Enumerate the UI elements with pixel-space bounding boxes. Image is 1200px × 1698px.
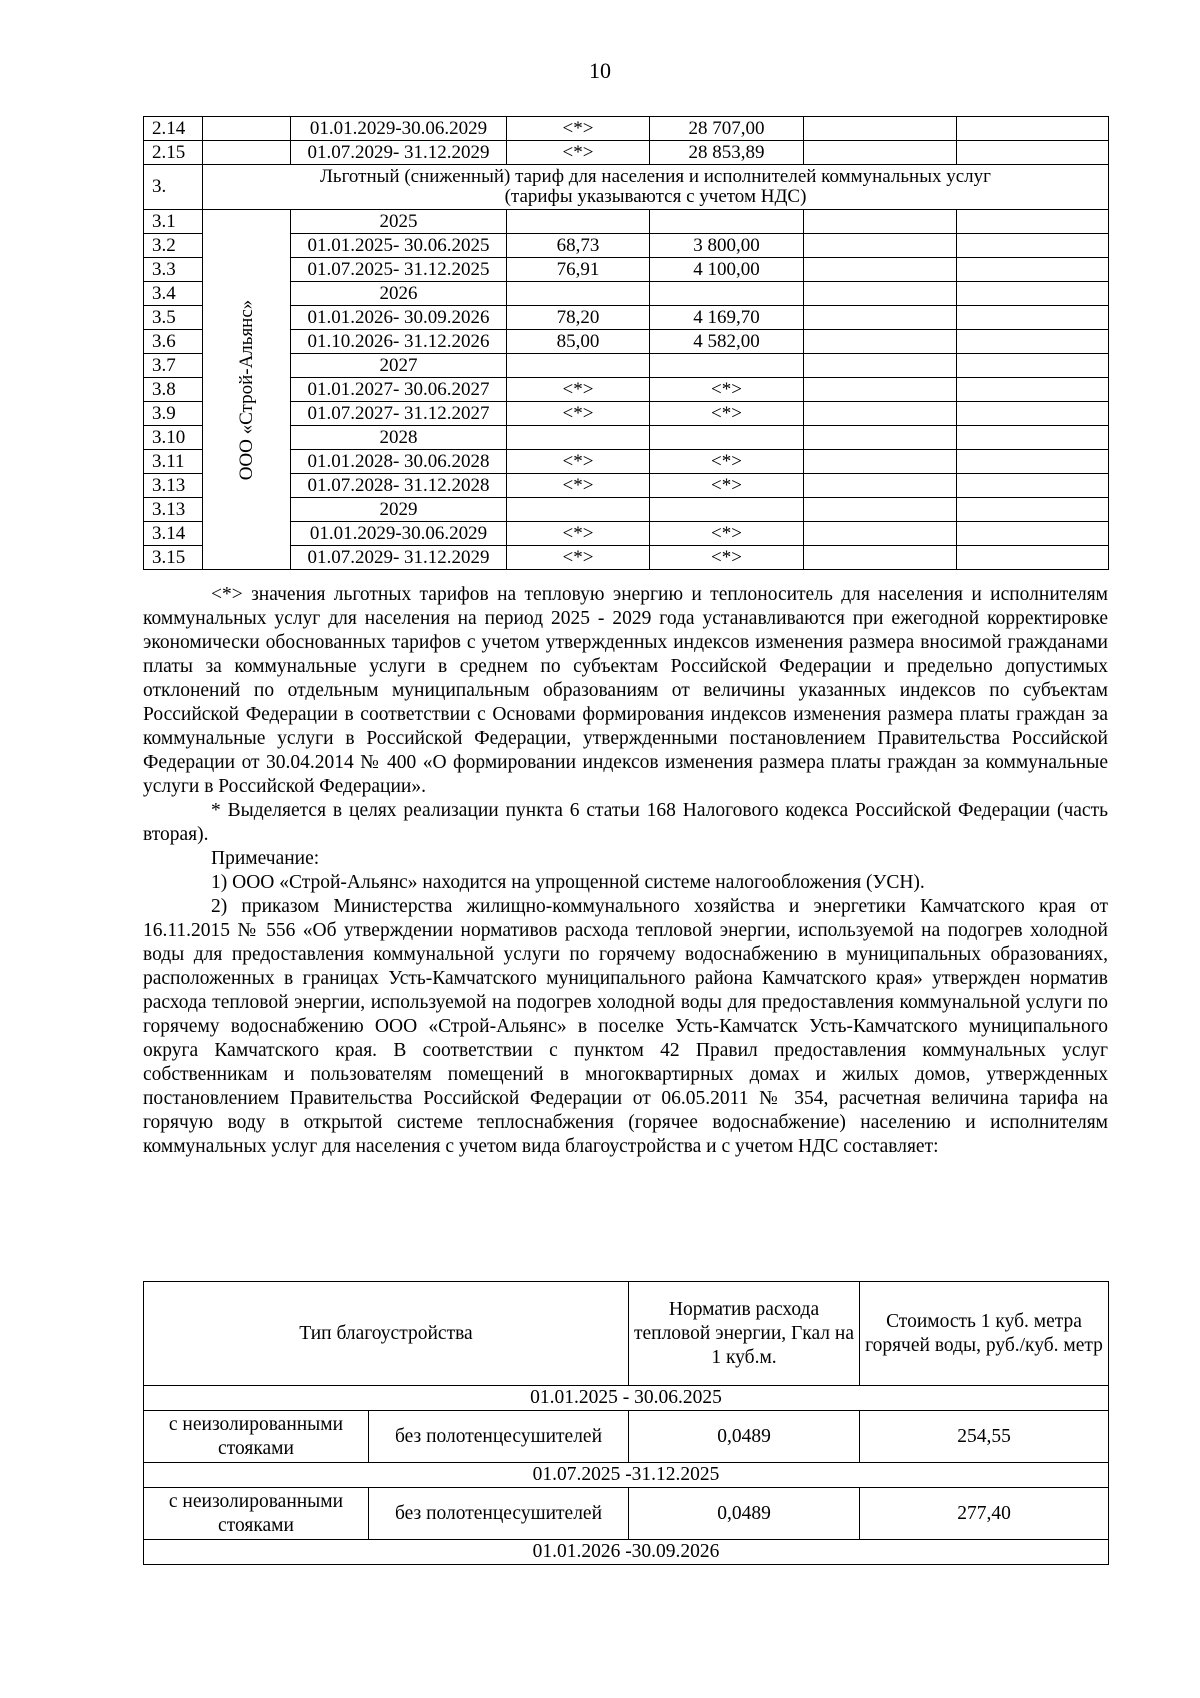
period-row — [144, 1463, 1109, 1488]
note-heading: Примечание: — [211, 848, 320, 869]
empty-cell — [804, 450, 957, 474]
empty-cell — [957, 330, 1109, 354]
value-1: <*> — [507, 402, 650, 426]
row-number: 3.1 — [144, 210, 203, 234]
value-2 — [650, 354, 804, 378]
norm-table-header — [144, 1282, 1109, 1386]
table-row — [144, 1488, 1109, 1540]
page-number: 10 — [589, 58, 611, 83]
empty-cell — [804, 330, 957, 354]
empty-cell — [804, 354, 957, 378]
note-item-2: 2) приказом Министерства жилищно-коммунального хозяйства и энергетики Камчатского края от 16.11.2015 № 556 «Об утверждении нормативов расхода тепловой энергии, используемой на подогрев холодной воды для предоставления коммунальной услуги по горячему водоснабжению в муниципальных образованиях, расположенных в границах Усть-Камчатского муниципального района Камчатского края» утвержден норматив расхода тепловой энергии, используемой на подогрев холодной воды для предоставления коммунальной услуги по горячему водоснабжению ООО «Строй-Альянс» в поселке Усть-Камчатск Усть-Камчатского муниципального округа Камчатского края. В соответствии с пунктом 42 Правил предоставления коммунальных услуг собственникам и пользователям помещений в многоквартирных домах и жилых домов, утвержденных постановлением Правительства Российской Федерации от 06.05.2011 № 354, расчетная величина тарифа на горячую воду в открытой системе теплоснабжения (горячее водоснабжение) населению и исполнителям коммунальных услуг для населения с учетом вида благоустройства и с учетом НДС составляет: — [143, 896, 1108, 1157]
empty-cell — [804, 402, 957, 426]
section-title-line-1: Льготный (сниженный) тариф для населения и исполнителей коммунальных услуг — [320, 166, 991, 187]
period-label: 01.07.2025 -31.12.2025 — [144, 1463, 1109, 1488]
empty-cell — [957, 450, 1109, 474]
value-1: <*> — [507, 546, 650, 570]
value-2: <*> — [650, 522, 804, 546]
empty-cell — [804, 258, 957, 282]
norm-table — [143, 1281, 1109, 1565]
empty-cell — [957, 378, 1109, 402]
section-row — [144, 165, 1109, 210]
empty-cell — [804, 306, 957, 330]
norm-value: 0,0489 — [629, 1411, 860, 1463]
cost-value: 277,40 — [860, 1488, 1109, 1540]
row-number: 3.15 — [144, 546, 203, 570]
empty-cell — [804, 522, 957, 546]
section-number: 3. — [144, 165, 203, 210]
value-1 — [507, 498, 650, 522]
period-cell: 01.07.2027- 31.12.2027 — [291, 402, 507, 426]
value-2: <*> — [650, 546, 804, 570]
empty-cell — [804, 210, 957, 234]
empty-cell — [957, 522, 1109, 546]
value-2 — [650, 210, 804, 234]
value-1: <*> — [507, 450, 650, 474]
period-cell: 01.01.2026- 30.09.2026 — [291, 306, 507, 330]
table-row — [144, 210, 1109, 234]
riser-type: с неизолированными стояками — [144, 1488, 369, 1540]
empty-cell — [804, 378, 957, 402]
value-1 — [507, 354, 650, 378]
empty-cell — [957, 546, 1109, 570]
empty-cell — [203, 117, 291, 141]
value-2: 4 169,70 — [650, 306, 804, 330]
empty-cell — [957, 117, 1109, 141]
period-cell: 01.07.2028- 31.12.2028 — [291, 474, 507, 498]
value-1 — [507, 210, 650, 234]
row-number: 3.8 — [144, 378, 203, 402]
value-2: 28 853,89 — [650, 141, 804, 165]
period-cell: 2029 — [291, 498, 507, 522]
value-1 — [507, 426, 650, 450]
period-cell: 2026 — [291, 282, 507, 306]
value-2: 4 582,00 — [650, 330, 804, 354]
empty-cell — [957, 498, 1109, 522]
value-1: 68,73 — [507, 234, 650, 258]
empty-cell — [804, 141, 957, 165]
section-title — [203, 165, 1109, 210]
period-cell: 01.01.2029-30.06.2029 — [291, 117, 507, 141]
empty-cell — [957, 426, 1109, 450]
riser-type: с неизолированными стояками — [144, 1411, 369, 1463]
period-cell: 01.07.2025- 31.12.2025 — [291, 258, 507, 282]
period-label: 01.01.2026 -30.09.2026 — [144, 1540, 1109, 1565]
value-1: <*> — [507, 474, 650, 498]
value-1: 78,20 — [507, 306, 650, 330]
value-1: <*> — [507, 522, 650, 546]
period-cell: 01.01.2027- 30.06.2027 — [291, 378, 507, 402]
row-number: 3.13 — [144, 474, 203, 498]
period-cell: 2025 — [291, 210, 507, 234]
table-row — [144, 1411, 1109, 1463]
value-2 — [650, 498, 804, 522]
tariff-notes — [143, 583, 1108, 1159]
period-row — [144, 1386, 1109, 1411]
period-cell: 2027 — [291, 354, 507, 378]
empty-cell — [804, 234, 957, 258]
empty-cell — [804, 282, 957, 306]
note-asterisk: * Выделяется в целях реализации пункта 6 статьи 168 Налогового кодекса Российской Федерации (часть вторая). — [143, 800, 1108, 845]
value-2: <*> — [650, 474, 804, 498]
value-2: <*> — [650, 450, 804, 474]
row-number: 3.14 — [144, 522, 203, 546]
value-1: 76,91 — [507, 258, 650, 282]
row-number: 3.5 — [144, 306, 203, 330]
row-number: 2.14 — [144, 117, 203, 141]
table-row — [144, 141, 1109, 165]
period-cell: 01.07.2029- 31.12.2029 — [291, 141, 507, 165]
empty-cell — [957, 306, 1109, 330]
section-title-line-2: (тарифы указываются с учетом НДС) — [504, 186, 807, 207]
towel-dryer-type: без полотенцесушителей — [369, 1488, 629, 1540]
empty-cell — [804, 546, 957, 570]
period-cell: 01.10.2026- 31.12.2026 — [291, 330, 507, 354]
empty-cell — [957, 402, 1109, 426]
value-2: 4 100,00 — [650, 258, 804, 282]
value-2: 3 800,00 — [650, 234, 804, 258]
row-number: 3.10 — [144, 426, 203, 450]
row-number: 3.13 — [144, 498, 203, 522]
value-1 — [507, 282, 650, 306]
empty-cell — [957, 354, 1109, 378]
norm-value: 0,0489 — [629, 1488, 860, 1540]
header-type: Тип благоустройства — [144, 1282, 629, 1386]
empty-cell — [957, 258, 1109, 282]
value-2: 28 707,00 — [650, 117, 804, 141]
period-cell: 01.01.2028- 30.06.2028 — [291, 450, 507, 474]
period-row — [144, 1540, 1109, 1565]
empty-cell — [957, 210, 1109, 234]
cost-value: 254,55 — [860, 1411, 1109, 1463]
note-asterisk-angle: <*> значения льготных тарифов на тепловую энергию и теплоноситель для населения и исполнителям коммунальных услуг для населения на период 2025 - 2029 года устанавливаются при ежегодной корректировке экономически обоснованных тарифов с учетом утвержденных индексов изменения размера вносимой гражданами платы за коммунальные услуги в среднем по субъектам Российской Федерации и предельно допустимых отклонений по отдельным муниципальным образованиям от величины указанных индексов по субъектам Российской Федерации в соответствии с Основами формирования индексов изменения размера платы граждан за коммунальные услуги в Российской Федерации, утвержденными постановлением Правительства Российской Федерации от 30.04.2014 № 400 «О формировании индексов изменения размера платы граждан за коммунальные услуги в Российской Федерации». — [143, 584, 1108, 797]
row-number: 3.3 — [144, 258, 203, 282]
empty-cell — [203, 141, 291, 165]
row-number: 3.7 — [144, 354, 203, 378]
note-item-1: 1) ООО «Строй-Альянс» находится на упрощенной системе налогообложения (УСН). — [211, 872, 925, 893]
header-cost: Стоимость 1 куб. метра горячей воды, руб./куб. метр — [860, 1282, 1109, 1386]
value-2 — [650, 426, 804, 450]
row-number: 2.15 — [144, 141, 203, 165]
row-number: 3.9 — [144, 402, 203, 426]
empty-cell — [957, 474, 1109, 498]
empty-cell — [804, 474, 957, 498]
row-number: 3.4 — [144, 282, 203, 306]
value-1: 85,00 — [507, 330, 650, 354]
row-number: 3.11 — [144, 450, 203, 474]
header-norm: Норматив расхода тепловой энергии, Гкал на 1 куб.м. — [629, 1282, 860, 1386]
table-row — [144, 117, 1109, 141]
value-1: <*> — [507, 117, 650, 141]
value-2: <*> — [650, 378, 804, 402]
value-2: <*> — [650, 402, 804, 426]
period-cell: 01.01.2029-30.06.2029 — [291, 522, 507, 546]
value-1: <*> — [507, 378, 650, 402]
empty-cell — [957, 282, 1109, 306]
value-1: <*> — [507, 141, 650, 165]
row-number: 3.6 — [144, 330, 203, 354]
row-number: 3.2 — [144, 234, 203, 258]
value-2 — [650, 282, 804, 306]
empty-cell — [957, 234, 1109, 258]
period-label: 01.01.2025 - 30.06.2025 — [144, 1386, 1109, 1411]
empty-cell — [804, 426, 957, 450]
organization-name: ООО «Строй-Альянс» — [235, 299, 257, 480]
empty-cell — [957, 141, 1109, 165]
tariff-table — [143, 116, 1109, 570]
organization-cell — [203, 210, 291, 570]
towel-dryer-type: без полотенцесушителей — [369, 1411, 629, 1463]
empty-cell — [804, 498, 957, 522]
period-cell: 01.01.2025- 30.06.2025 — [291, 234, 507, 258]
period-cell: 01.07.2029- 31.12.2029 — [291, 546, 507, 570]
period-cell: 2028 — [291, 426, 507, 450]
empty-cell — [804, 117, 957, 141]
